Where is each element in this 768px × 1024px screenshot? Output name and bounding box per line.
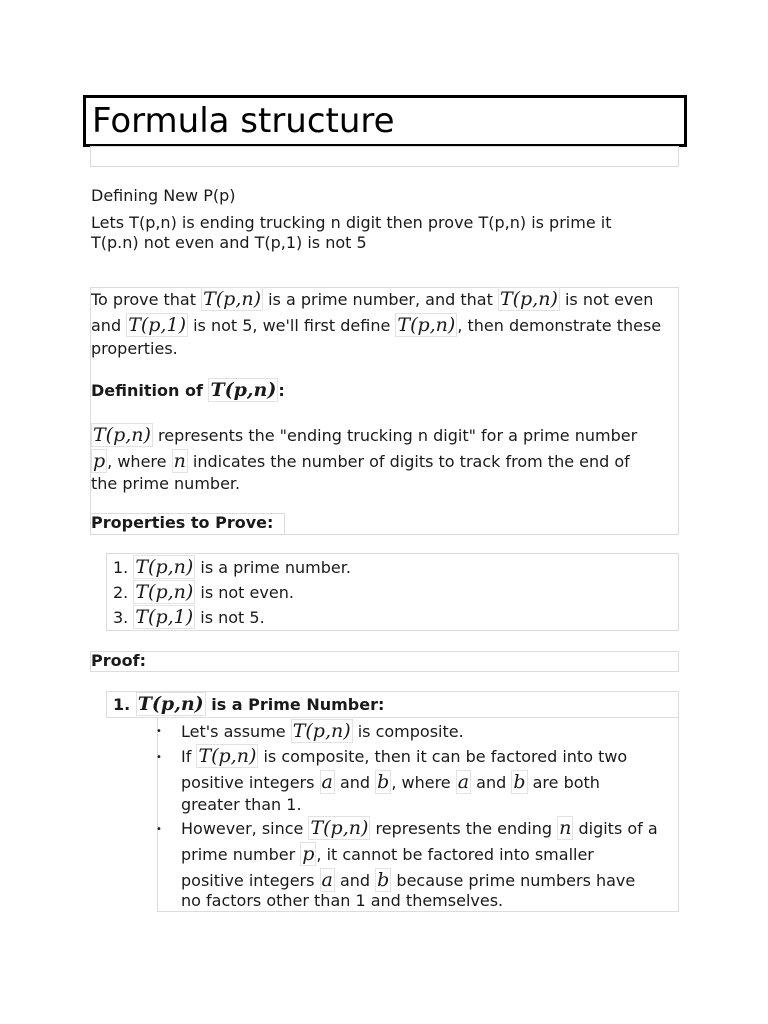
proof-bullet-2-line-1 [181, 746, 627, 767]
proof-heading: Proof: [91, 651, 146, 670]
text-segment: is not 5. [195, 608, 265, 627]
math-b: b [513, 771, 526, 793]
bullet-icon: • [156, 726, 162, 737]
proof-bullet-3-line-4: no factors other than 1 and themselves. [181, 891, 504, 910]
text-segment: and [334, 773, 376, 792]
text-segment: , where [391, 773, 456, 792]
text-segment: To prove that [91, 290, 202, 309]
text-segment: If [181, 747, 197, 766]
text-segment: : [278, 381, 285, 400]
text-segment: are both [527, 773, 600, 792]
bullet-icon: • [156, 824, 162, 835]
math-T-p-n: T(p,n) [135, 556, 194, 578]
text-segment: and [334, 871, 376, 890]
text-segment: prime number [181, 845, 301, 864]
definition-line-1 [91, 425, 637, 446]
text-segment: Definition of [91, 381, 209, 400]
property-item-1 [113, 557, 351, 578]
text-segment: because prime numbers have [391, 871, 636, 890]
text-segment: is composite. [352, 722, 464, 741]
text-segment: positive integers [181, 871, 320, 890]
intro-line-1: Lets T(p,n) is ending trucking n digit then prove T(p,n) is prime it [91, 213, 612, 232]
title-underbox [90, 146, 679, 167]
text-segment: is composite, then it can be factored into two [258, 747, 628, 766]
math-T-p-n: T(p,n) [210, 379, 277, 401]
text-segment: 3. [113, 608, 129, 627]
math-T-p-n: T(p,n) [499, 288, 558, 310]
math-T-p-n: T(p,n) [397, 314, 456, 336]
text-segment: is not even. [195, 583, 294, 602]
text-segment: is not even [559, 290, 654, 309]
text-segment: 2. [113, 583, 129, 602]
proof-bullet-3-line-3 [181, 870, 635, 891]
proof-bullet-3-line-1 [181, 818, 658, 839]
proof-bullet-2-line-3: greater than 1. [181, 795, 302, 814]
bullet-icon: • [156, 752, 162, 763]
text-segment: is a prime number. [195, 558, 351, 577]
math-b: b [377, 869, 390, 891]
text-segment: represents the ending [370, 819, 558, 838]
proof-bullet-3-line-2 [181, 844, 594, 865]
text-segment: Properties to Prove: [91, 513, 274, 532]
math-T-p-n: T(p,n) [203, 288, 262, 310]
math-a: a [321, 771, 333, 793]
math-T-p-n: T(p,n) [310, 817, 369, 839]
definition-line-2 [91, 451, 630, 472]
text-segment: indicates the number of digits to track from the end of [187, 452, 630, 471]
math-T-p-n: T(p,n) [93, 424, 151, 446]
text-segment: 1. [113, 558, 129, 577]
math-n: n [559, 817, 572, 839]
math-T-p-1: T(p,1) [128, 314, 186, 336]
proof-item-1-title [113, 694, 384, 715]
text-segment: is a prime number, and that [263, 290, 498, 309]
page-title: Formula structure [92, 101, 395, 141]
math-n: n [173, 450, 186, 472]
para-line-3: properties. [91, 339, 178, 358]
proof-heading-box [90, 651, 679, 672]
property-item-3 [113, 607, 265, 628]
intro-line-2: T(p.n) not even and T(p,1) is not 5 [91, 233, 367, 252]
text-segment: and [91, 316, 127, 335]
definition-line-3: the prime number. [91, 474, 241, 493]
math-a: a [321, 869, 333, 891]
math-T-p-n: T(p,n) [137, 693, 204, 715]
text-segment: represents the "ending trucking n digit" for a prime number [152, 426, 638, 445]
text-segment: and [471, 773, 512, 792]
text-segment: is a Prime Number: [205, 695, 385, 714]
proof-bullet-1 [181, 721, 464, 742]
properties-heading-box [90, 513, 285, 535]
text-segment: , then demonstrate these [457, 316, 662, 335]
text-segment: However, since [181, 819, 309, 838]
math-a: a [457, 771, 470, 793]
property-item-2 [113, 582, 294, 603]
math-p: p [93, 450, 106, 472]
math-T-p-1: T(p,1) [135, 606, 194, 628]
proof-bullet-2-line-2 [181, 772, 600, 793]
title-box [83, 95, 687, 147]
math-T-p-n: T(p,n) [135, 581, 194, 603]
math-b: b [377, 771, 390, 793]
text-segment: , where [107, 452, 172, 471]
text-segment: positive integers [181, 773, 320, 792]
math-p: p [302, 843, 315, 865]
math-T-p-n: T(p,n) [292, 720, 351, 742]
text-segment: is not 5, we'll first define [187, 316, 396, 335]
math-T-p-n: T(p,n) [198, 745, 257, 767]
text-segment: 1. [113, 695, 131, 714]
text-segment: Let's assume [181, 722, 291, 741]
definition-heading [91, 380, 285, 401]
text-segment: , it cannot be factored into smaller [316, 845, 594, 864]
text-segment: digits of a [573, 819, 658, 838]
para-line-2 [91, 315, 661, 336]
para-line-1 [91, 289, 653, 310]
intro-heading: Defining New P(p) [91, 186, 236, 205]
